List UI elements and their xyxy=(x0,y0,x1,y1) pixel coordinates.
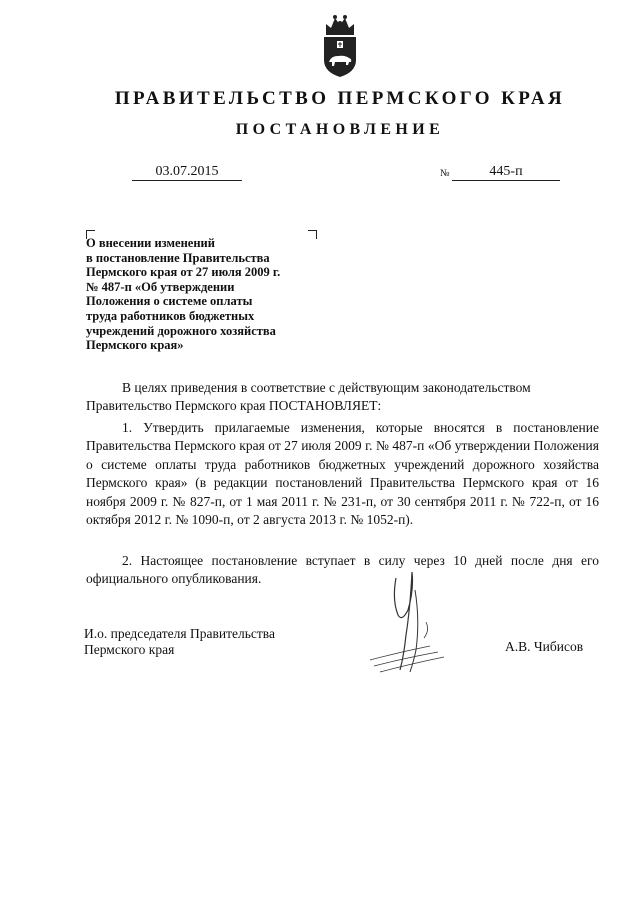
preamble-paragraph: В целях приведения в соответствие с действующим законодательством Правительство Пермского края ПОСТАНОВЛЯЕТ: xyxy=(86,380,531,414)
paragraph-1: 1. Утвердить прилагаемые изменения, которые вносятся в постановление Правительства Пермского края от 27 июля 2009 г. № 487-п «Об утверждении Положения о системе оплаты труда работников бюджетных учреждений дорожного хозяйства Пермского края» (в редакции постановлений Правительства Пермского края от 16 ноября 2009 г. № 827-п, от 1 мая 2011 г. № 231-п, от 30 сентября 2011 г. № 722-п, от 16 октября 2012 г. № 1090-п, от 2 августа 2013 г. № 1052-п). xyxy=(86,420,599,528)
signatory-position: И.о. председателя Правительства Пермского края xyxy=(84,626,275,657)
document-type: ПОСТАНОВЛЕНИЕ xyxy=(235,121,445,138)
perm-krai-coat-of-arms-icon xyxy=(321,12,359,78)
document-number: 445-п xyxy=(452,163,560,181)
document-date: 03.07.2015 xyxy=(132,163,242,181)
signatory-name: А.В. Чибисов xyxy=(505,639,584,654)
number-sign: № xyxy=(440,168,450,179)
paragraph-2: 2. Настоящее постановление вступает в силу через 10 дней после дня его официального опубликования. xyxy=(86,553,599,587)
government-title: ПРАВИТЕЛЬСТВО ПЕРМСКОГО КРАЯ xyxy=(114,88,566,109)
document-subject: О внесении изменений в постановление Правительства Пермского края от 27 июля 2009 г. № 487-п «Об утверждении Положения о системе оплаты труда работников бюджетных учреждений дорожного хозяйства Пермского края» xyxy=(86,236,281,353)
handwritten-signature-icon xyxy=(360,560,450,680)
